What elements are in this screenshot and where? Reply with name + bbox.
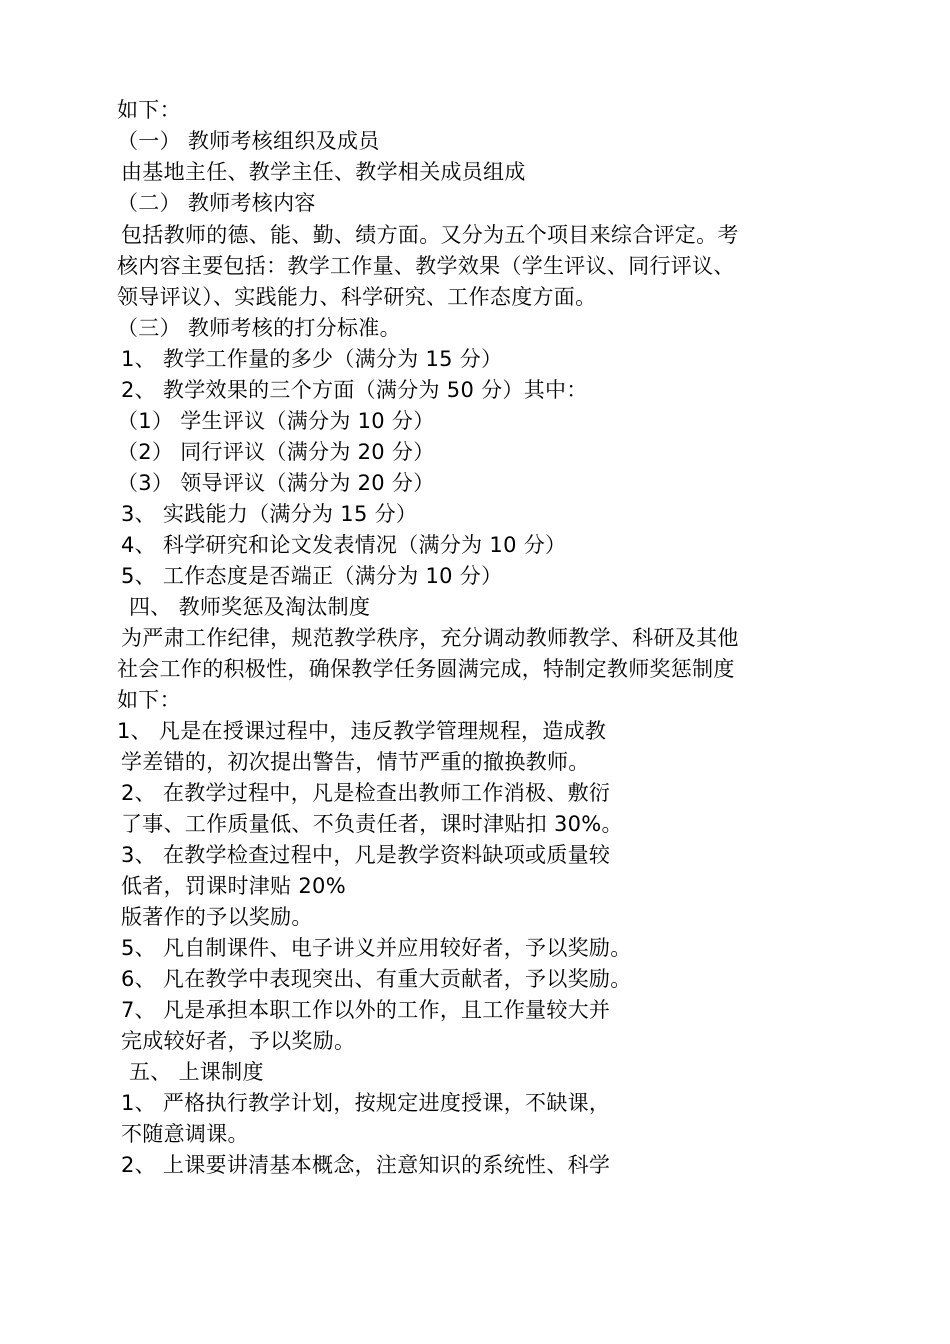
list-item: 1、 凡是在授课过程中，违反教学管理规程，造成教 xyxy=(117,719,607,743)
list-item: 2、 上课要讲清基本概念，注意知识的系统性、科学 xyxy=(121,1153,611,1177)
text-line: 社会工作的积极性，确保教学任务圆满完成，特制定教师奖惩制度 xyxy=(117,657,735,681)
list-item: 5、 凡自制课件、电子讲义并应用较好者，予以奖励。 xyxy=(121,936,632,960)
text-line: 包括教师的德、能、勤、绩方面。又分为五个项目来综合评定。考 xyxy=(121,223,739,247)
list-item: 2、 在教学过程中，凡是检查出教师工作消极、敷衍 xyxy=(121,781,611,805)
sub-list-item: （3） 领导评议（满分为 20 分） xyxy=(117,471,435,495)
sub-list-item: （2） 同行评议（满分为 20 分） xyxy=(117,440,435,464)
text-line: 如下： xyxy=(117,688,181,712)
list-item: 7、 凡是承担本职工作以外的工作，且工作量较大并 xyxy=(121,998,611,1022)
sub-list-item: （1） 学生评议（满分为 10 分） xyxy=(117,409,435,433)
text-line: 如下： xyxy=(117,98,181,122)
text-line: 版著作的予以奖励。 xyxy=(121,905,313,929)
text-line: 为严肃工作纪律，规范教学秩序，充分调动教师教学、科研及其他 xyxy=(121,626,739,650)
list-item: 3、 在教学检查过程中，凡是教学资料缺项或质量较 xyxy=(121,843,611,867)
list-item: 5、 工作态度是否端正（满分为 10 分） xyxy=(121,564,503,588)
text-line: 由基地主任、教学主任、教学相关成员组成 xyxy=(121,160,526,184)
list-item: 1、 教学工作量的多少（满分为 15 分） xyxy=(121,347,503,371)
list-item: 2、 教学效果的三个方面（满分为 50 分）其中： xyxy=(121,378,588,402)
section-heading: 四、 教师奖惩及淘汰制度 xyxy=(129,595,371,619)
text-line: 了事、工作质量低、不负责任者，课时津贴扣 30%。 xyxy=(121,812,623,836)
list-item: 4、 科学研究和论文发表情况（满分为 10 分） xyxy=(121,533,567,557)
section-heading: （三） 教师考核的打分标准。 xyxy=(117,316,401,340)
text-line: 领导评议）、实践能力、科学研究、工作态度方面。 xyxy=(117,285,597,309)
list-item: 1、 严格执行教学计划，按规定进度授课，不缺课， xyxy=(121,1091,611,1115)
text-line: 核内容主要包括：教学工作量、教学效果（学生评议、同行评议、 xyxy=(117,254,735,278)
text-line: 不随意调课。 xyxy=(121,1122,249,1146)
text-line: 完成较好者，予以奖励。 xyxy=(121,1029,356,1053)
list-item: 6、 凡在教学中表现突出、有重大贡献者，予以奖励。 xyxy=(121,967,632,991)
section-heading: （二） 教师考核内容 xyxy=(117,191,316,215)
section-heading: （一） 教师考核组织及成员 xyxy=(117,129,380,153)
section-heading: 五、 上课制度 xyxy=(129,1060,264,1084)
list-item: 3、 实践能力（满分为 15 分） xyxy=(121,502,418,526)
text-line: 低者，罚课时津贴 20% xyxy=(121,874,346,898)
text-line: 学差错的，初次提出警告，情节严重的撤换教师。 xyxy=(121,750,590,774)
